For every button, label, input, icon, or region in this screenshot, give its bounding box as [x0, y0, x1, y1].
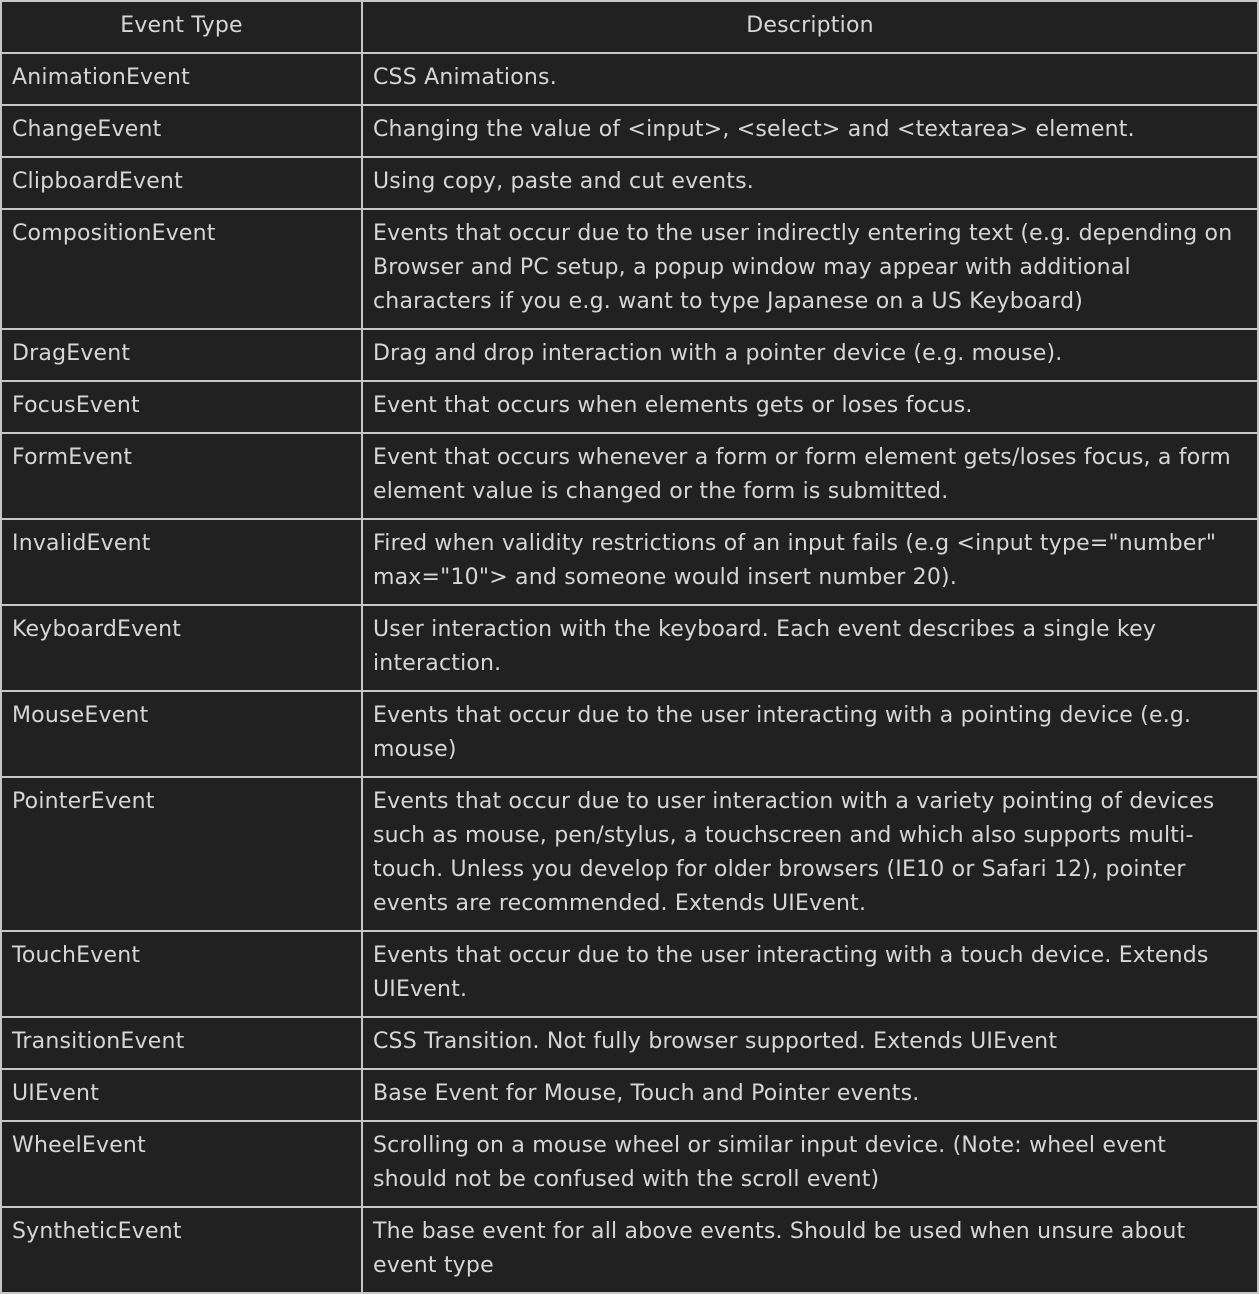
description-cell: The base event for all above events. Should be used when unsure about event type — [362, 1207, 1258, 1293]
description-cell: Fired when validity restrictions of an input fails (e.g <input type="number" max="10"> and someone would insert number 20). — [362, 519, 1258, 605]
table-row — [1, 931, 1258, 1017]
event-type-cell: TouchEvent — [1, 931, 362, 1017]
table-row — [1, 777, 1258, 931]
event-type-cell: InvalidEvent — [1, 519, 362, 605]
description-cell: Changing the value of <input>, <select> and <textarea> element. — [362, 105, 1258, 157]
table-row — [1, 209, 1258, 329]
event-type-cell: SyntheticEvent — [1, 1207, 362, 1293]
event-type-cell: TransitionEvent — [1, 1017, 362, 1069]
table-row — [1, 105, 1258, 157]
event-type-cell: MouseEvent — [1, 691, 362, 777]
description-cell: Base Event for Mouse, Touch and Pointer events. — [362, 1069, 1258, 1121]
table-row — [1, 1207, 1258, 1293]
event-type-cell: DragEvent — [1, 329, 362, 381]
event-type-cell: WheelEvent — [1, 1121, 362, 1207]
description-cell: Events that occur due to the user interacting with a touch device. Extends UIEvent. — [362, 931, 1258, 1017]
table-row — [1, 1069, 1258, 1121]
description-cell: Event that occurs whenever a form or form element gets/loses focus, a form element value is changed or the form is submitted. — [362, 433, 1258, 519]
header-event-type: Event Type — [1, 1, 362, 53]
description-cell: CSS Animations. — [362, 53, 1258, 105]
table-row — [1, 381, 1258, 433]
table-row — [1, 1017, 1258, 1069]
header-row — [1, 1, 1258, 53]
event-type-cell: UIEvent — [1, 1069, 362, 1121]
description-cell: CSS Transition. Not fully browser supported. Extends UIEvent — [362, 1017, 1258, 1069]
description-cell: Events that occur due to user interaction with a variety pointing of devices such as mouse, pen/stylus, a touchscreen and which also supports multi-touch. Unless you develop for older browsers (IE10 or Safari 12), pointer events are recommended. Extends UIEvent. — [362, 777, 1258, 931]
table-row — [1, 605, 1258, 691]
table-row — [1, 691, 1258, 777]
event-type-cell: PointerEvent — [1, 777, 362, 931]
table-header — [1, 1, 1258, 53]
event-type-cell: KeyboardEvent — [1, 605, 362, 691]
table-row — [1, 53, 1258, 105]
table-row — [1, 519, 1258, 605]
description-cell: Event that occurs when elements gets or loses focus. — [362, 381, 1258, 433]
table-row — [1, 329, 1258, 381]
description-cell: Events that occur due to the user indirectly entering text (e.g. depending on Browser and PC setup, a popup window may appear with additional characters if you e.g. want to type Japanese on a US Keyboard) — [362, 209, 1258, 329]
header-description: Description — [362, 1, 1258, 53]
event-type-cell: AnimationEvent — [1, 53, 362, 105]
event-type-cell: FormEvent — [1, 433, 362, 519]
event-type-cell: FocusEvent — [1, 381, 362, 433]
description-cell: User interaction with the keyboard. Each event describes a single key interaction. — [362, 605, 1258, 691]
description-cell: Scrolling on a mouse wheel or similar input device. (Note: wheel event should not be confused with the scroll event) — [362, 1121, 1258, 1207]
description-cell: Using copy, paste and cut events. — [362, 157, 1258, 209]
description-cell: Events that occur due to the user interacting with a pointing device (e.g. mouse) — [362, 691, 1258, 777]
event-type-cell: ClipboardEvent — [1, 157, 362, 209]
event-type-cell: ChangeEvent — [1, 105, 362, 157]
table-row — [1, 1121, 1258, 1207]
event-type-cell: CompositionEvent — [1, 209, 362, 329]
table-row — [1, 157, 1258, 209]
description-cell: Drag and drop interaction with a pointer device (e.g. mouse). — [362, 329, 1258, 381]
table-body — [1, 53, 1258, 1293]
table-row — [1, 433, 1258, 519]
